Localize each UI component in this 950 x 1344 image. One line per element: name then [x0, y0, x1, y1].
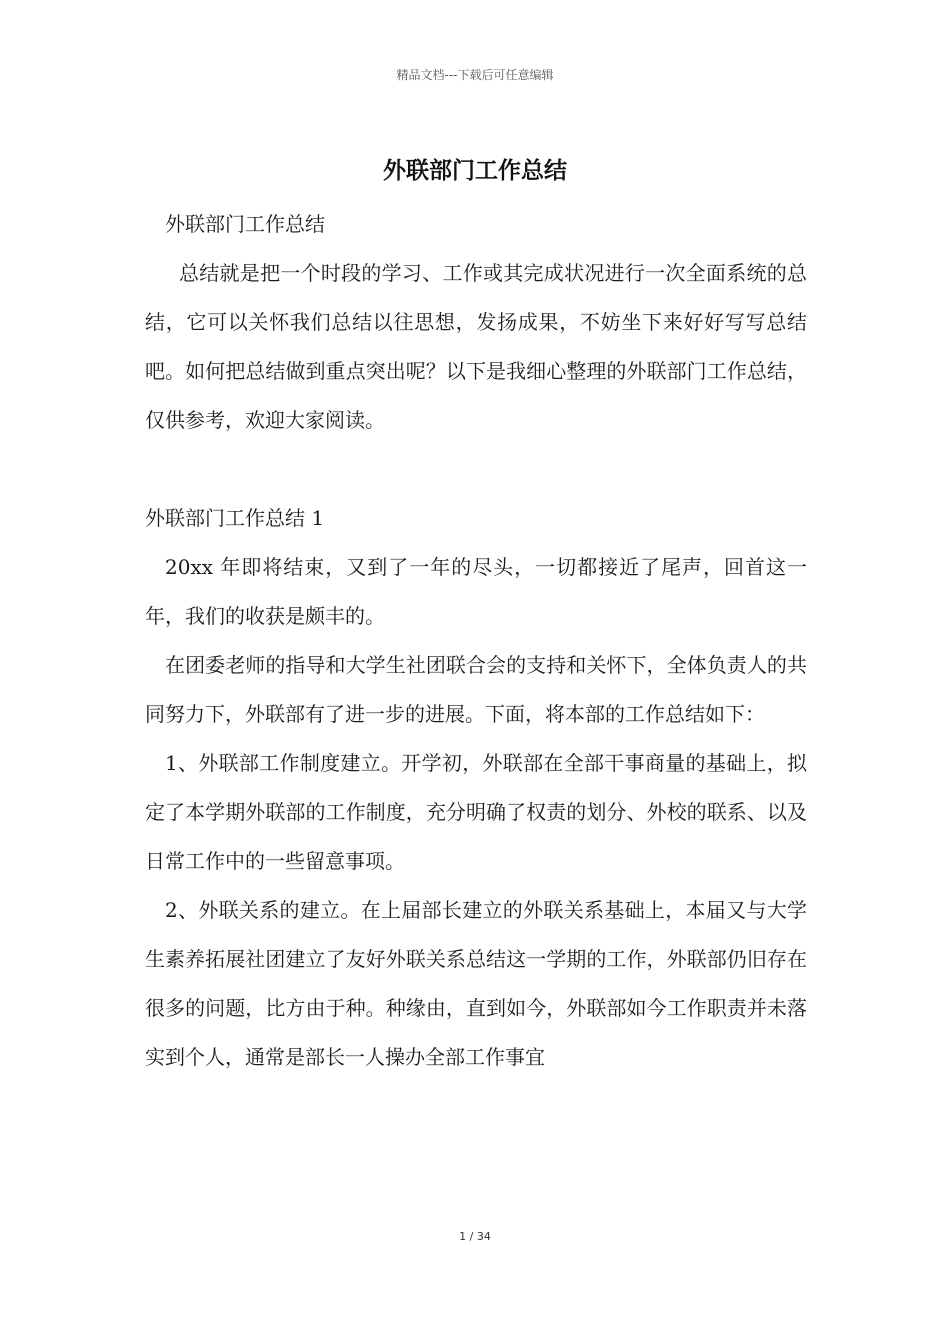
body-paragraph: 2、外联关系的建立。在上届部长建立的外联关系基础上，本届又与大学生素养拓展社团建立了友好外联关系总结这一学期的工作，外联部仍旧存在很多的问题，比方由于种。种缘由，直到如今，外联部如今工作职责并未落实到个人，通常是部长一人操办全部工作事宜 [145, 898, 807, 1069]
document-body [145, 200, 807, 1082]
page-number: 1 / 34 [459, 1230, 491, 1243]
body-paragraph: 20xx 年即将结束，又到了一年的尽头，一切都接近了尾声，回首这一年，我们的收获是颇丰的。 [145, 555, 807, 628]
section-heading: 外联部门工作总结 1 [145, 506, 325, 530]
document-title: 外联部门工作总结 [383, 158, 567, 184]
body-paragraph: 1、外联部工作制度建立。开学初，外联部在全部干事商量的基础上，拟定了本学期外联部的工作制度，充分明确了权责的划分、外校的联系、以及日常工作中的一些留意事项。 [145, 751, 807, 873]
page-header: 精品文档---下载后可任意编辑 [396, 68, 554, 82]
intro-paragraph: 总结就是把一个时段的学习、工作或其完成状况进行一次全面系统的总结，它可以关怀我们总结以往思想，发扬成果，不妨坐下来好好写写总结吧。如何把总结做到重点突出呢？以下是我细心整理的外联部门工作总结，仅供参考，欢迎大家阅读。 [145, 261, 807, 432]
body-paragraph: 在团委老师的指导和大学生社团联合会的支持和关怀下，全体负责人的共同努力下，外联部有了进一步的进展。下面，将本部的工作总结如下： [145, 653, 807, 726]
subtitle-paragraph: 外联部门工作总结 [165, 212, 325, 236]
paragraph-spacer [145, 445, 807, 494]
